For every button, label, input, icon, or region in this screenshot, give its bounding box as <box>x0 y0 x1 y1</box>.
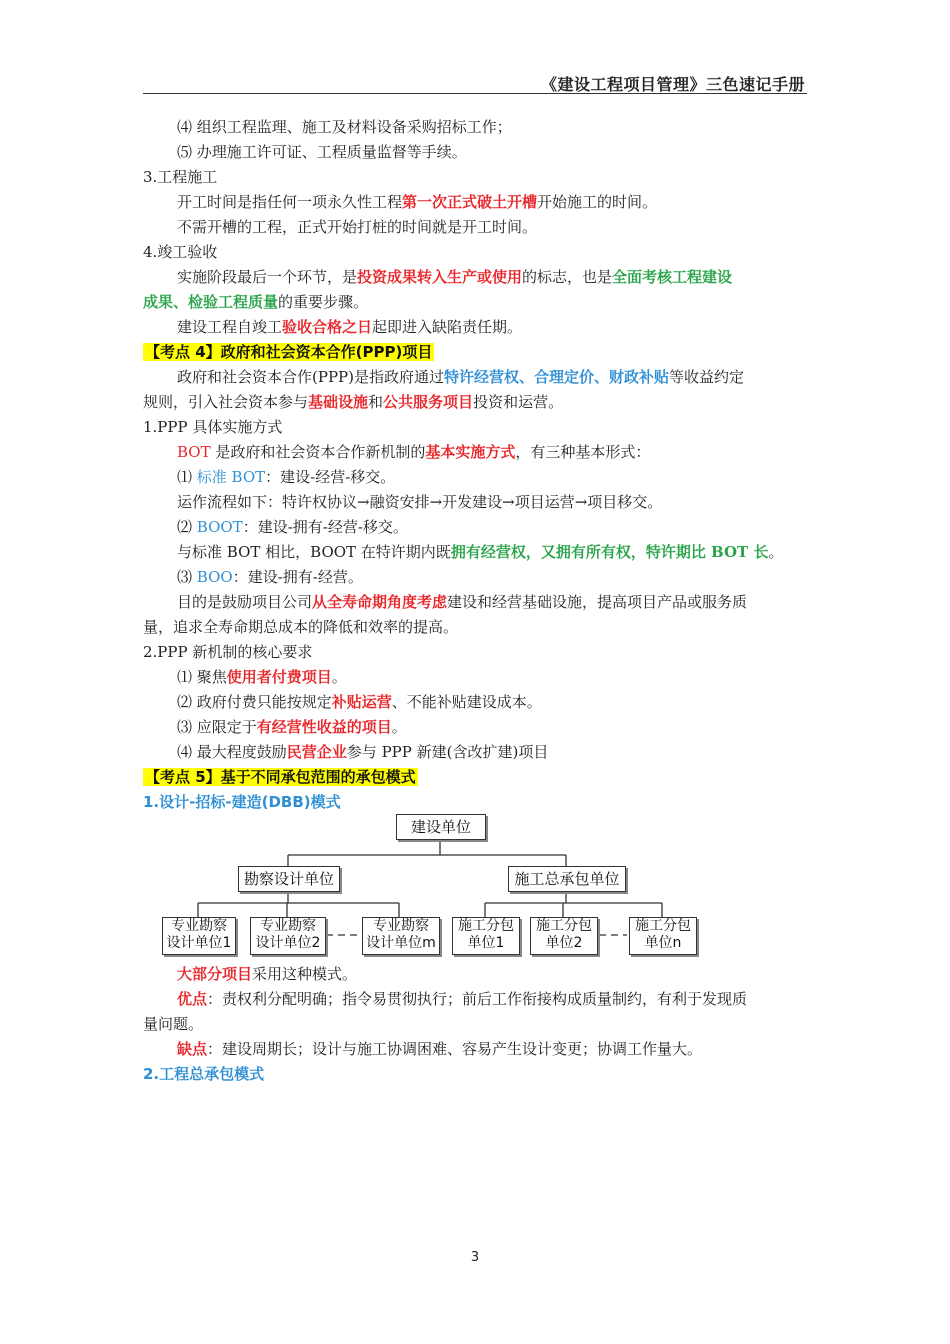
org-box-survey-unit-1: 专业勘察 设计单位1 <box>162 917 236 955</box>
text-line: ⑶ 应限定于有经营性收益的项目。 <box>177 718 407 736</box>
text-line: 成果、检验工程质量的重要步骤。 <box>143 293 369 311</box>
section-heading: 3.工程施工 <box>143 168 218 186</box>
org-box-design-unit: 勘察设计单位 <box>238 866 340 892</box>
text-line: 量问题。 <box>143 1015 204 1033</box>
text-line: 优点：责权利分配明确；指令易贯彻执行；前后工作衔接构成质量制约，有利于发现质 <box>177 990 748 1008</box>
page-number: 3 <box>470 1250 480 1265</box>
text-line: 政府和社会资本合作(PPP)是指政府通过特许经营权、合理定价、财政补贴等收益约定 <box>177 368 745 386</box>
text-line: ⑵ 政府付费只能按规定补贴运营、不能补贴建设成本。 <box>177 693 542 711</box>
text-line: 建设工程自竣工验收合格之日起即进入缺陷责任期。 <box>177 318 523 336</box>
org-box-general-contractor: 施工总承包单位 <box>508 866 626 892</box>
text-line: ⑶ BOO：建设-拥有-经营。 <box>177 568 363 586</box>
text-line: ⑷ 最大程度鼓励民营企业参与 PPP 新建(含改扩建)项目 <box>177 743 549 761</box>
kaodian-heading: 【考点 5】基于不同承包范围的承包模式 <box>145 768 416 786</box>
text-line: 开工时间是指任何一项永久性工程第一次正式破土开槽开始施工的时间。 <box>177 193 658 211</box>
text-line: 与标准 BOT 相比，BOOT 在特许期内既拥有经营权，又拥有所有权，特许期比 BOT 长。 <box>177 543 784 561</box>
text-line: 运作流程如下：特许权协议→融资安排→开发建设→项目运营→项目移交。 <box>177 493 663 511</box>
text-line: ⑵ BOOT：建设-拥有-经营-移交。 <box>177 518 408 536</box>
header-title: 《建设工程项目管理》三色速记手册 <box>540 75 805 94</box>
text-line: 量，追求全寿命期总成本的降低和效率的提高。 <box>143 618 459 636</box>
section-heading: 1.PPP 具体实施方式 <box>143 418 283 436</box>
text-line: BOT 是政府和社会资本合作新机制的基本实施方式，有三种基本形式： <box>177 443 651 461</box>
text-line: 目的是鼓励项目公司从全寿命期角度考虑建设和经营基础设施，提高项目产品或服务质 <box>177 593 748 611</box>
text-line: ⑴ 标准 BOT：建设-经营-移交。 <box>177 468 396 486</box>
text-line: 实施阶段最后一个环节，是投资成果转入生产或使用的标志，也是全面考核工程建设 <box>177 268 733 286</box>
section-heading: 4.竣工验收 <box>143 243 218 261</box>
text-line: 规则，引入社会资本参与基础设施和公共服务项目投资和运营。 <box>143 393 564 411</box>
org-box-survey-unit-2: 专业勘察 设计单位2 <box>250 917 326 955</box>
text-line: ⑸ 办理施工许可证、工程质量监督等手续。 <box>177 143 467 161</box>
section-heading: 2.PPP 新机制的核心要求 <box>143 643 313 661</box>
org-box-owner: 建设单位 <box>396 814 486 840</box>
kaodian-heading: 【考点 4】政府和社会资本合作(PPP)项目 <box>145 343 433 361</box>
text-line: ⑷ 组织工程监理、施工及材料设备采购招标工作； <box>177 118 512 136</box>
org-box-survey-unit-m: 专业勘察 设计单位m <box>362 917 440 955</box>
org-box-sub-unit-n: 施工分包 单位n <box>629 917 697 955</box>
org-box-sub-unit-2: 施工分包 单位2 <box>530 917 598 955</box>
text-line: 不需开槽的工程，正式开始打桩的时间就是开工时间。 <box>177 218 538 236</box>
text-line: ⑴ 聚焦使用者付费项目。 <box>177 668 347 686</box>
section-heading: 1.设计-招标-建造(DBB)模式 <box>143 793 341 811</box>
section-heading: 2.工程总承包模式 <box>143 1065 265 1083</box>
text-line: 缺点：建设周期长；设计与施工协调困难、容易产生设计变更；协调工作量大。 <box>177 1040 703 1058</box>
org-box-sub-unit-1: 施工分包 单位1 <box>452 917 520 955</box>
text-line: 大部分项目采用这种模式。 <box>177 965 358 983</box>
